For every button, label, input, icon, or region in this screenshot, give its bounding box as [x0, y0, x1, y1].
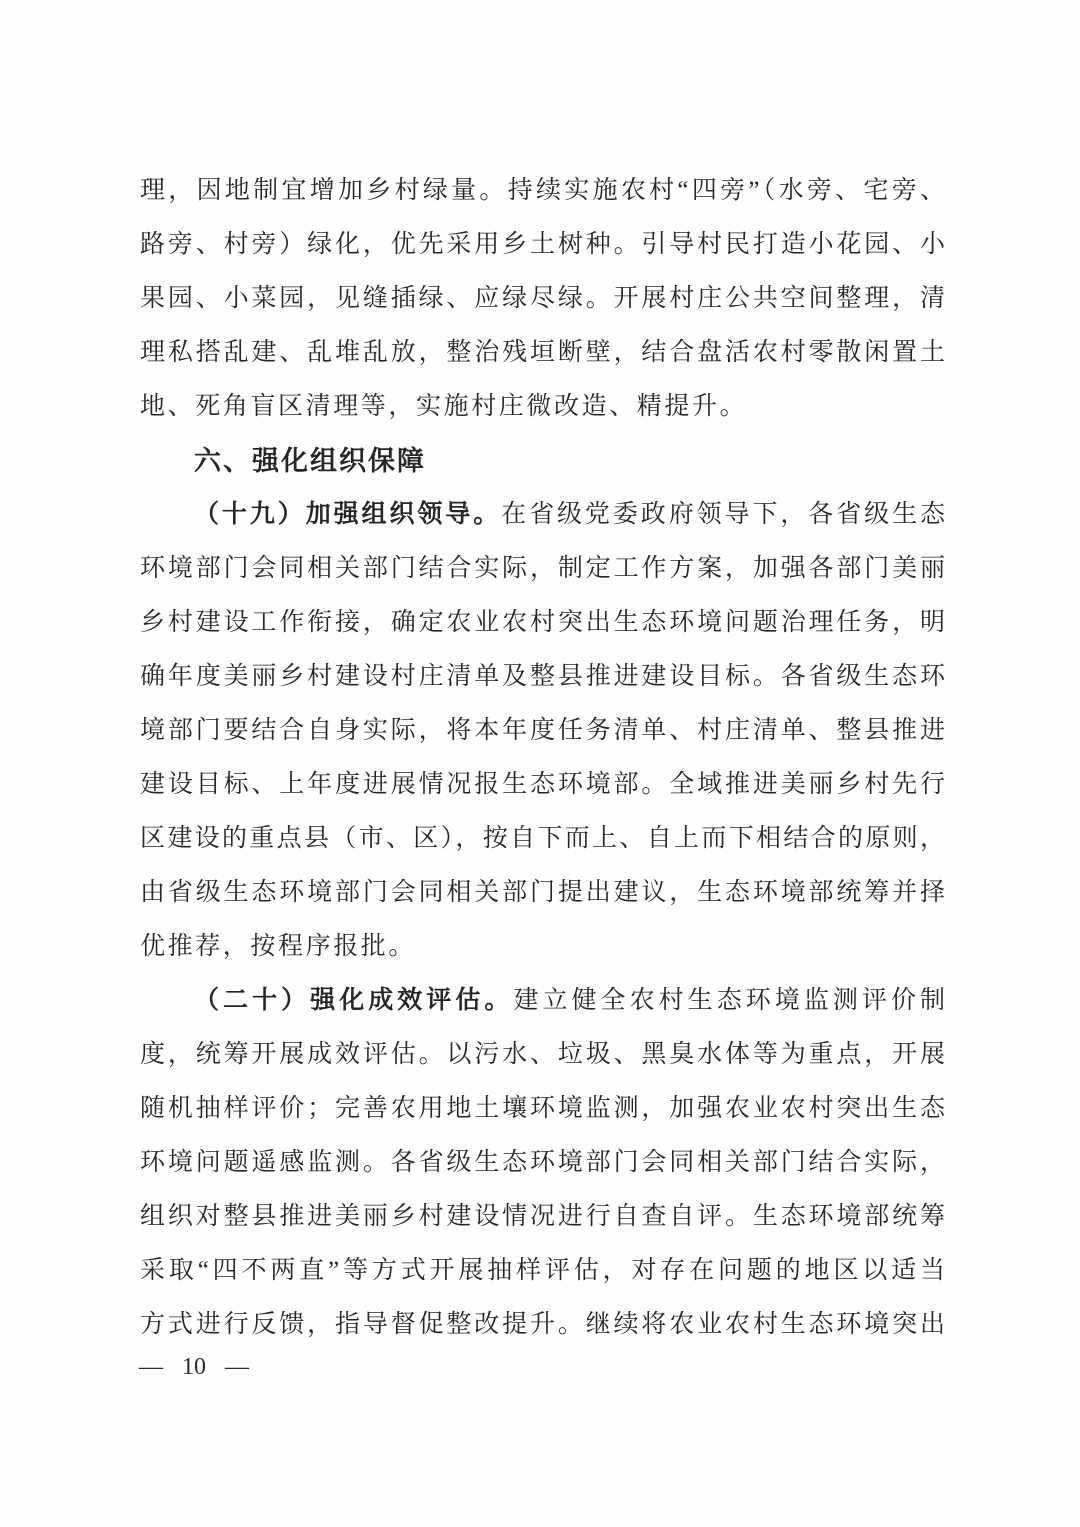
text-line: 建设目标、上年度进展情况报生态环境部。全域推进美丽乡村先行 [140, 771, 945, 798]
text-line: 优推荐，按程序报批。 [140, 933, 417, 960]
text-line: 度，统筹开展成效评估。以污水、垃圾、黑臭水体等为重点，开展 [140, 1041, 945, 1068]
paragraph-lead: （十九）加强组织领导。 [194, 501, 502, 528]
text-line: 理私搭乱建、乱堆乱放，整治残垣断壁，结合盘活农村零散闲置土 [140, 339, 945, 366]
text-line: 确年度美丽乡村建设村庄清单及整县推进建设目标。各省级生态环 [140, 663, 945, 690]
text-line: 环境部门会同相关部门结合实际，制定工作方案，加强各部门美丽 [140, 555, 945, 582]
page-number: 10 [182, 1354, 206, 1380]
page-footer [139, 1350, 249, 1384]
text-line: 乡村建设工作衔接，确定农业农村突出生态环境问题治理任务，明 [140, 609, 945, 636]
paragraph-text: 在省级党委政府领导下，各省级生态 [501, 501, 945, 528]
footer-dash-right: — [225, 1354, 249, 1380]
footer-dash-left: — [139, 1354, 163, 1380]
text-line: 地、死角盲区清理等，实施村庄微改造、精提升。 [140, 393, 748, 420]
text-line: 区建设的重点县（市、区），按自下而上、自上而下相结合的原则， [140, 825, 945, 852]
text-line: 随机抽样评价；完善农用地土壤环境监测，加强农业农村突出生态 [140, 1095, 945, 1122]
text-line: 采取“四不两直”等方式开展抽样评估，对存在问题的地区以适当 [140, 1257, 945, 1284]
text-line: 果园、小菜园，见缝插绿、应绿尽绿。开展村庄公共空间整理，清 [140, 285, 945, 312]
text-line: 由省级生态环境部门会同相关部门提出建议，生态环境部统筹并择 [140, 879, 945, 906]
text-line: 环境问题遥感监测。各省级生态环境部门会同相关部门结合实际， [140, 1149, 945, 1176]
paragraph-lead: （二十）强化成效评估。 [194, 987, 514, 1014]
text-line: 境部门要结合自身实际，将本年度任务清单、村庄清单、整县推进 [140, 717, 945, 744]
text-line: 方式进行反馈，指导督促整改提升。继续将农业农村生态环境突出 [140, 1311, 945, 1338]
document-text [140, 164, 945, 1352]
text-line: 路旁、村旁）绿化，优先采用乡土树种。引导村民打造小花园、小 [140, 231, 945, 258]
section-heading: 六、强化组织保障 [194, 446, 426, 476]
paragraph-text: 建立健全农村生态环境监测评价制 [513, 987, 945, 1014]
text-line: 理，因地制宜增加乡村绿量。持续实施农村“四旁”（水旁、宅旁、 [140, 177, 945, 204]
text-line: 组织对整县推进美丽乡村建设情况进行自查自评。生态环境部统筹 [140, 1203, 945, 1230]
text-line [140, 974, 945, 1028]
text-line [140, 488, 945, 542]
